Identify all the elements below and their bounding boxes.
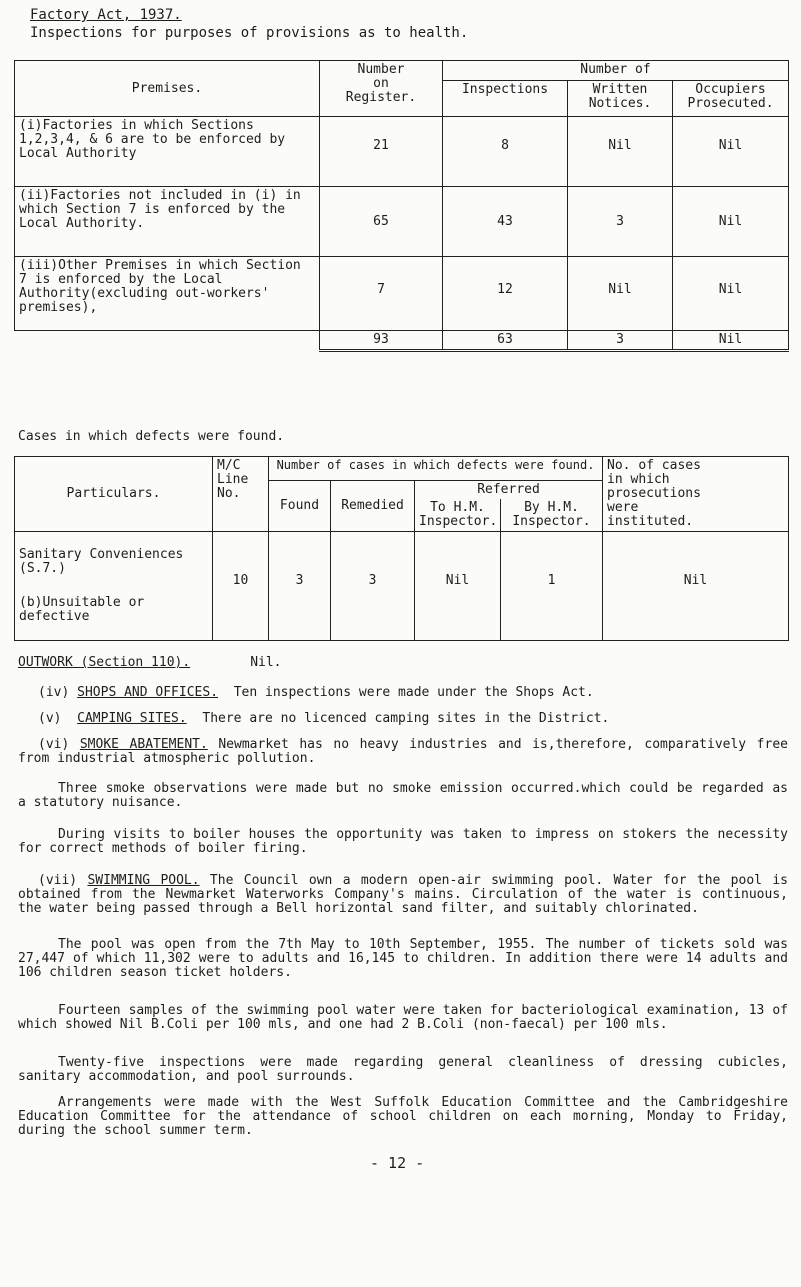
col-notices: Written Notices. xyxy=(568,81,673,117)
smoke-p3: During visits to boiler houses the opportunity was taken to impress on stokers the necessity for correct methods of boiler firing. xyxy=(18,827,788,856)
row-register: 7 xyxy=(320,257,443,331)
row-premises: (ii)Factories not included in (i) in which Section 7 is enforced by the Local Authority. xyxy=(15,187,320,257)
outwork-value: Nil. xyxy=(250,655,282,670)
col-line-no: M/C Line No. xyxy=(213,457,269,532)
pool-text: The Council own a modern open-air swimming pool. Water for the pool is obtained from the Newmarket Waterworks Company's mains. Circulation of the water is continuous, the water being passed through a Bell horizontal sand filter, and suitably chlorinated. xyxy=(18,873,788,916)
defects-table xyxy=(14,456,789,641)
smoke-paragraph xyxy=(18,738,788,766)
found-value: 3 xyxy=(269,532,331,641)
row-notices: Nil xyxy=(568,117,673,187)
pool-p5: Arrangements were made with the West Suffolk Education Committee and the Cambridgeshire Education Committee for the attendance of school children on each morning, Monday to Friday, during the school summer term. xyxy=(18,1095,788,1138)
shops-heading: SHOPS AND OFFICES. xyxy=(77,685,219,700)
row-inspections: 12 xyxy=(443,257,568,331)
table-row xyxy=(15,187,789,257)
row-register: 21 xyxy=(320,117,443,187)
page-number: - 12 - xyxy=(370,1154,425,1172)
col-particulars: Particulars. xyxy=(15,457,213,532)
outwork-label: OUTWORK (Section 110). xyxy=(18,655,191,670)
camping-heading: CAMPING SITES. xyxy=(77,711,187,726)
col-number-cases: Number of cases in which defects were found. xyxy=(269,457,603,481)
row-inspections: 8 xyxy=(443,117,568,187)
remedied-value: 3 xyxy=(331,532,415,641)
pool-heading: SWIMMING POOL. xyxy=(87,873,200,888)
pool-p3: Fourteen samples of the swimming pool water were taken for bacteriological examination, 13 of which showed Nil B.Coli per 100 mls, and one had 2 B.Coli (non-faecal) per 100 mls. xyxy=(18,1003,788,1032)
shops-num: (iv) xyxy=(38,685,70,700)
smoke-heading: SMOKE ABATEMENT. xyxy=(79,737,208,752)
to-hm-value: Nil xyxy=(415,532,501,641)
row-premises: (iii)Other Premises in which Section 7 is enforced by the Local Authority(excluding out-workers' premises), xyxy=(15,257,320,331)
page-subtitle: Inspections for purposes of provisions as to health. xyxy=(30,25,469,41)
row-inspections: 43 xyxy=(443,187,568,257)
row-notices: Nil xyxy=(568,257,673,331)
pool-paragraph xyxy=(18,874,788,916)
total-prosecuted: Nil xyxy=(673,331,789,351)
col-prosecutions: No. of cases in which prosecutions were instituted. xyxy=(603,457,789,532)
row-prosecuted: Nil xyxy=(673,187,789,257)
col-remedied: Remedied xyxy=(331,481,415,532)
smoke-p2: Three smoke observations were made but no smoke emission occurred.which could be regarded as a statutory nuisance. xyxy=(18,781,788,810)
col-prosecuted: Occupiers Prosecuted. xyxy=(673,81,789,117)
total-register: 93 xyxy=(320,331,443,351)
row-register: 65 xyxy=(320,187,443,257)
pool-num: (vii) xyxy=(38,873,78,888)
table-row xyxy=(15,117,789,187)
page-title: Factory Act, 1937. xyxy=(30,7,182,23)
col-referred: Referred xyxy=(415,481,603,500)
col-number-of: Number of xyxy=(443,61,789,81)
col-inspections: Inspections xyxy=(443,81,568,117)
smoke-text: Newmarket has no heavy industries and is,therefore, comparatively free from industrial atmospheric pollution. xyxy=(18,737,788,766)
row-premises: (i)Factories in which Sections 1,2,3,4, & 6 are to be enforced by Local Authority xyxy=(15,117,320,187)
col-register: Number on Register. xyxy=(320,61,443,117)
row-prosecuted: Nil xyxy=(673,257,789,331)
smoke-num: (vi) xyxy=(38,737,70,752)
shops-text: Ten inspections were made under the Shops Act. xyxy=(233,685,594,700)
row-unsuitable: (b)Unsuitable or defective xyxy=(19,595,145,624)
col-found: Found xyxy=(269,481,331,532)
col-premises: Premises. xyxy=(15,61,320,117)
camping-line xyxy=(38,712,609,726)
col-by-hm: By H.M. Inspector. xyxy=(501,499,603,532)
col-to-hm: To H.M. Inspector. xyxy=(415,499,501,532)
camping-num: (v) xyxy=(38,711,62,726)
row-sanitary: Sanitary Conveniences (S.7.) xyxy=(19,547,184,576)
total-notices: 3 xyxy=(568,331,673,351)
inspections-table xyxy=(14,60,789,352)
total-inspections: 63 xyxy=(443,331,568,351)
row-prosecuted: Nil xyxy=(673,117,789,187)
row-notices: 3 xyxy=(568,187,673,257)
pool-p2: The pool was open from the 7th May to 10th September, 1955. The number of tickets sold was 27,447 of which 11,302 were to adults and 16,145 to children. In addition there were 14 adults and 106 children season ticket holders. xyxy=(18,937,788,980)
prosecutions-value: Nil xyxy=(603,532,789,641)
defects-heading: Cases in which defects were found. xyxy=(18,429,285,444)
line-no: 10 xyxy=(213,532,269,641)
table-row xyxy=(15,532,789,641)
by-hm-value: 1 xyxy=(501,532,603,641)
table-row xyxy=(15,257,789,331)
camping-text: There are no licenced camping sites in the District. xyxy=(202,711,610,726)
totals-row xyxy=(15,331,789,351)
pool-p4: Twenty-five inspections were made regarding general cleanliness of dressing cubicles, sanitary accommodation, and pool surrounds. xyxy=(18,1055,788,1084)
outwork-line xyxy=(18,656,282,670)
shops-line xyxy=(38,686,594,700)
